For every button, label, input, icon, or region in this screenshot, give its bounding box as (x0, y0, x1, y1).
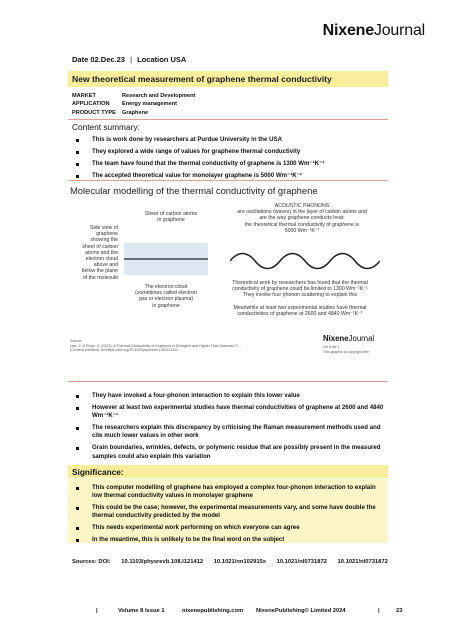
divider (68, 180, 388, 181)
list-item: This needs experimental work performing on which everyone can agree (72, 524, 384, 532)
doi-link[interactable]: 10.1021/nl0731872 (337, 559, 388, 565)
list-item: The accepted theoretical value for monolayer graphene is 5000 Wm⁻¹K⁻¹ (72, 172, 388, 180)
significance-title: Significance: (68, 465, 388, 478)
meta-row-market (72, 92, 195, 100)
list-item: They have invoked a four-phonon interaction to explain this lower value (72, 392, 392, 400)
divider (68, 381, 388, 382)
significance-list (72, 484, 384, 545)
sources-line (72, 559, 397, 565)
infographic-brand: NixeneJournal (323, 334, 375, 343)
list-item: This could be the case; however, the experimental measurements vary, and some have double the thermal conductivity predicted by the model (72, 504, 384, 520)
list-item: Grain boundaries, wrinkles, defects, or polymeric residue that are possibly present in the measured samples could also explain this variation (72, 444, 392, 460)
sheet-label: Sheet of carbon atoms in graphene (144, 211, 198, 224)
brand-part2: Journal (373, 22, 425, 39)
content-summary-title: Content summary: (72, 122, 140, 132)
infographic-title: Molecular modelling of the thermal conductivity of graphene (70, 185, 318, 196)
dateline (72, 55, 186, 64)
brand-part1: Nixene (322, 22, 374, 39)
meta-value: Graphene (122, 109, 149, 116)
meta-row-product-type (72, 109, 195, 117)
experiment-label: Meanwhile at least two experimental studies have thermal conductivities of graphene at 2600 and 4840 Wm⁻¹K⁻¹ (233, 305, 367, 318)
journal-brand (323, 22, 425, 40)
location-value: USA (170, 55, 187, 64)
meta-key: PRODUCT TYPE (72, 109, 116, 116)
list-item: The team have found that the thermal conductivity of graphene is 1300 Wm⁻¹K⁻¹ (72, 160, 388, 168)
footer-volume: Volume 8 Issue 1 (118, 608, 165, 614)
meta-row-application (72, 100, 195, 108)
doi-link[interactable]: 10.1021/nl0731872 (276, 559, 327, 565)
meta-key: MARKET (72, 93, 96, 99)
doi-link[interactable]: 10.1021/nn102915x (213, 559, 266, 565)
meta-key: APPLICATION (72, 101, 110, 108)
infographic-credit: Vol 8 iss 1 This graphic is copyright free (323, 345, 369, 354)
theory-label: Theoretical work by researchers has found that the thermal conductivity of graphene could be limited to 1300 Wm⁻¹K⁻¹ They invoke four phonon scattering to explain this (232, 280, 368, 299)
footer-separator: | (378, 608, 380, 614)
electron-cloud-label: The electron cloud (sometimes called electron gas or electron plasma) in graphene (135, 284, 197, 309)
graphene-side-view-icon (122, 237, 210, 281)
list-item: They explored a wide range of values for graphene thermal conductivity (72, 148, 388, 156)
significance-box (68, 479, 388, 543)
infographic (70, 185, 388, 368)
content-summary-list (72, 136, 388, 184)
side-view-label: Side view of graphene showing the sheet of carbon atoms and the electron cloud above and below the plane of the molecule (81, 225, 118, 281)
phonon-wave-icon (230, 251, 380, 271)
phonons-label: ACOUSTIC PHONONS are oscillations (waves) in the layer of carbon atoms and are the way graphene conducts heat: the theoretical thermal conductivity of graphene is 5000 Wm⁻¹K⁻¹ (237, 203, 367, 234)
sources-label: Sources: DOI: (72, 559, 111, 565)
divider (68, 119, 388, 120)
list-item: The researchers explain this discrepancy by criticising the Raman measurement methods used and cite much lower values in other work (72, 424, 392, 440)
body-list (72, 392, 392, 465)
list-item: This computer modelling of graphene has employed a complex four-phonon interaction to explain low thermal conductivity values in monolayer graphene (72, 484, 384, 500)
footer-separator: | (96, 608, 98, 614)
list-item: In the meantime, this is unlikely to be the final word on the subject (72, 536, 384, 544)
page-number: 23 (396, 608, 403, 614)
meta-value: Research and Development (122, 93, 196, 99)
footer-site-link[interactable]: nixenepublishing.com (182, 608, 244, 614)
list-item: This is work done by researchers at Purdue University in the USA (72, 136, 388, 144)
dateline-separator: | (130, 55, 133, 64)
article-headline: New theoretical measurement of graphene thermal conductivity (68, 71, 388, 87)
article-meta (72, 92, 195, 117)
location-label: Location (137, 55, 169, 64)
date-value: 02.Dec.23 (90, 55, 125, 64)
infographic-source: Source: Han, Z. & Ruan, X. (2023). A Thermal Conductivity of Graphene is Divergent and Higher Than Diamond S ... (Content credited). doi:https://doi.org/10.1103/physrevb.108.l121412 (70, 339, 242, 353)
list-item: However at least two experimental studies have thermal conductivities of graphene at 2600 and 4840 Wm⁻¹K⁻¹ (72, 404, 392, 420)
footer-copyright: NixenePublishing© Limited 2024 (256, 608, 346, 614)
meta-value: Energy management (122, 101, 178, 108)
date-label: Date (72, 55, 89, 64)
doi-link[interactable]: 10.1103/physrevb.108.l121412 (121, 559, 204, 565)
